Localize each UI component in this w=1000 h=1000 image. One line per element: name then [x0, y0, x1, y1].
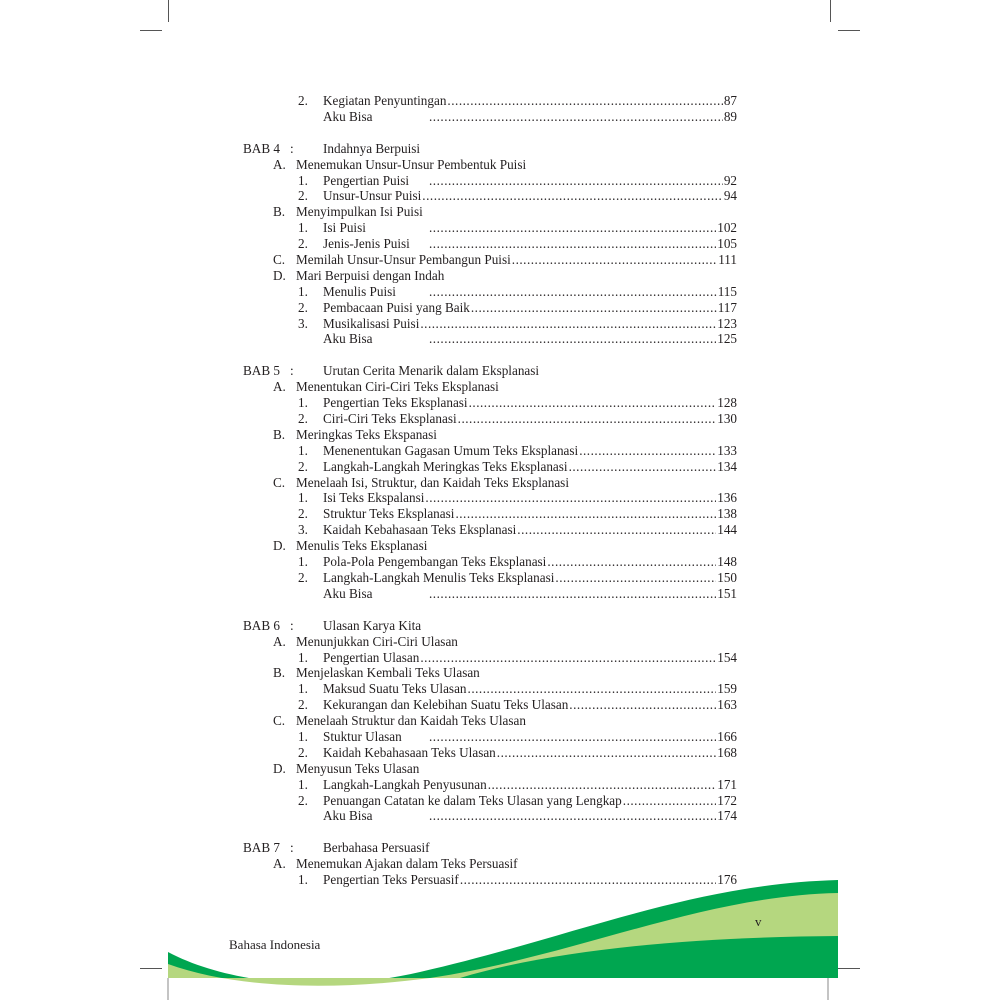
item-number: 1.	[298, 490, 308, 506]
toc-item	[243, 570, 737, 586]
dot-leader	[429, 173, 723, 189]
dot-leader	[429, 586, 716, 602]
item-number: 1.	[298, 442, 308, 458]
item-number: 1.	[298, 554, 308, 570]
page-ref: 134	[717, 458, 737, 474]
dot-leader	[471, 300, 717, 316]
toc-item	[243, 395, 737, 411]
chapter-label: BAB 4	[243, 140, 281, 156]
item-title: Pola-Pola Pengembangan Teks Eksplanasi	[323, 554, 547, 570]
item-number: 1.	[298, 220, 308, 236]
section-letter: B.	[273, 426, 286, 442]
item-entry	[323, 570, 737, 586]
page-ref: 105	[717, 236, 737, 252]
section-title: Menunjukkan Ciri-Ciri Ulasan	[296, 633, 458, 649]
page-ref: 148	[717, 554, 737, 570]
table-of-contents	[243, 93, 737, 888]
toc-item	[243, 173, 737, 189]
spacer	[243, 824, 737, 840]
item-title: Kegiatan Penyuntingan	[323, 93, 447, 108]
item-entry	[323, 586, 737, 602]
item-entry	[323, 777, 737, 793]
toc-item	[243, 411, 737, 427]
dot-leader	[429, 729, 716, 745]
section-title: Menelaah Struktur dan Kaidah Teks Ulasan	[296, 713, 526, 729]
section-letter: A.	[273, 379, 286, 395]
page-ref: 163	[717, 697, 737, 713]
chapter-separator: :	[290, 140, 294, 156]
page-ref: 154	[717, 649, 737, 665]
toc-item	[243, 745, 737, 761]
page-ref: 89	[723, 108, 737, 124]
page-ref: 159	[717, 681, 737, 697]
dot-leader	[460, 872, 716, 888]
item-entry	[323, 188, 737, 204]
item-title: Aku Bisa	[323, 108, 373, 124]
toc-item	[243, 490, 737, 506]
item-entry	[323, 522, 737, 538]
item-entry	[323, 316, 737, 332]
toc-item	[243, 793, 737, 809]
page-ref: 102	[717, 220, 737, 236]
section-title: Menelaah Isi, Struktur, dan Kaidah Teks Eksplanasi	[296, 474, 569, 490]
toc-item	[243, 872, 737, 888]
item-title: Kaidah Kebahasaan Teks Ulasan	[323, 744, 496, 760]
chapter-title: Ulasan Karya Kita	[323, 617, 422, 633]
toc-section	[243, 204, 737, 220]
item-number: 1.	[298, 681, 308, 697]
item-number: 2.	[298, 506, 308, 522]
dot-leader	[458, 411, 717, 427]
page-ref: 111	[718, 252, 737, 268]
spacer	[243, 602, 737, 618]
chapter-label: BAB 7	[243, 840, 281, 856]
page-number: v	[755, 914, 762, 929]
dot-leader	[447, 93, 722, 109]
section-letter: C.	[273, 713, 286, 729]
item-title: Aku Bisa	[323, 331, 373, 347]
section-letter: A.	[273, 633, 286, 649]
section-title: Memilah Unsur-Unsur Pembangun Puisi	[296, 252, 511, 268]
page-ref: 136	[717, 490, 737, 506]
toc-section	[243, 379, 737, 395]
chapter-separator: :	[290, 617, 294, 633]
item-number: 2.	[298, 93, 308, 108]
dot-leader	[623, 793, 716, 809]
section-title: Menyimpulkan Isi Puisi	[296, 204, 423, 220]
item-title: Pembacaan Puisi yang Baik	[323, 299, 470, 315]
toc-section	[243, 268, 737, 284]
chapter-separator: :	[290, 840, 294, 856]
item-number: 2.	[298, 744, 308, 760]
dot-leader	[429, 284, 717, 300]
item-entry	[323, 109, 737, 125]
item-title: Menenentukan Gagasan Umum Teks Eksplanasi	[323, 442, 579, 458]
dot-leader	[422, 188, 723, 204]
toc-item	[243, 300, 737, 316]
toc-item	[243, 808, 737, 824]
item-title: Penuangan Catatan ke dalam Teks Ulasan yang Lengkap	[323, 792, 622, 808]
item-title: Struktur Teks Eksplanasi	[323, 506, 455, 522]
dot-leader	[425, 490, 716, 506]
dot-leader	[569, 697, 716, 713]
dot-leader	[429, 236, 716, 252]
dot-leader	[420, 316, 716, 332]
section-letter: C.	[273, 252, 286, 268]
dot-leader	[455, 506, 716, 522]
item-number: 1.	[298, 395, 308, 411]
section-letter: B.	[273, 204, 286, 220]
page-ref: 115	[717, 283, 737, 299]
item-entry	[323, 490, 737, 506]
toc-item	[243, 236, 737, 252]
item-entry	[323, 745, 737, 761]
chapter-title: Urutan Cerita Menarik dalam Eksplanasi	[323, 363, 540, 379]
item-entry	[323, 173, 737, 189]
section-title: Menjelaskan Kembali Teks Ulasan	[296, 665, 480, 681]
spacer	[243, 125, 737, 141]
toc-item	[243, 284, 737, 300]
section-letter: A.	[273, 156, 286, 172]
item-title: Musikalisasi Puisi	[323, 315, 420, 331]
toc-item	[243, 554, 737, 570]
spacer	[243, 347, 737, 363]
item-entry	[323, 650, 737, 666]
dot-leader	[547, 554, 716, 570]
item-entry	[323, 554, 737, 570]
item-title: Langkah-Langkah Penyusunan	[323, 776, 487, 792]
item-number: 1.	[298, 872, 308, 888]
toc-section	[243, 538, 737, 554]
item-title: Ciri-Ciri Teks Eksplanasi	[323, 411, 457, 427]
toc-item	[243, 650, 737, 666]
item-entry	[323, 729, 737, 745]
item-number: 2.	[298, 299, 308, 315]
toc-bab	[243, 840, 737, 856]
dot-leader	[517, 522, 716, 538]
dot-leader	[569, 459, 717, 475]
item-entry	[323, 236, 737, 252]
section-title: Mari Berpuisi dengan Indah	[296, 267, 445, 283]
item-number: 1.	[298, 172, 308, 188]
section-title: Menulis Teks Eksplanasi	[296, 538, 428, 554]
page-ref: 174	[717, 808, 737, 824]
dot-leader	[429, 331, 716, 347]
dot-leader	[468, 681, 717, 697]
section-letter: A.	[273, 856, 286, 872]
toc-item	[243, 729, 737, 745]
item-entry	[323, 93, 737, 109]
item-title: Pengertian Teks Eksplanasi	[323, 395, 468, 411]
chapter-title: Berbahasa Persuasif	[323, 840, 430, 856]
toc-item	[243, 109, 737, 125]
item-title: Kekurangan dan Kelebihan Suatu Teks Ulasan	[323, 697, 569, 713]
chapter-title: Indahnya Berpuisi	[323, 140, 421, 156]
section-letter: D.	[273, 538, 286, 554]
book-title: Bahasa Indonesia	[229, 937, 321, 952]
chapter-separator: :	[290, 363, 294, 379]
item-title: Unsur-Unsur Puisi	[323, 188, 422, 204]
item-number: 3.	[298, 522, 308, 538]
item-number: 2.	[298, 411, 308, 427]
page-ref: 168	[717, 744, 737, 760]
dot-leader	[497, 745, 716, 761]
item-entry	[323, 506, 737, 522]
toc-section	[243, 252, 737, 268]
dot-leader	[579, 443, 716, 459]
toc-item	[243, 316, 737, 332]
toc-section	[243, 475, 737, 491]
page-ref: 128	[717, 395, 737, 411]
item-entry	[323, 220, 737, 236]
chapter-label: BAB 5	[243, 363, 281, 379]
page-ref: 130	[717, 411, 737, 427]
item-number: 2.	[298, 697, 308, 713]
dot-leader	[512, 252, 717, 268]
toc-section	[243, 157, 737, 173]
toc-item	[243, 506, 737, 522]
chapter-label: BAB 6	[243, 617, 281, 633]
toc-section	[243, 665, 737, 681]
toc-bab	[243, 363, 737, 379]
page-ref: 171	[717, 776, 737, 792]
toc-section	[243, 856, 737, 872]
page-ref: 117	[717, 299, 737, 315]
toc-item	[243, 443, 737, 459]
dot-leader	[429, 220, 716, 236]
section-letter: C.	[273, 474, 286, 490]
item-number: 1.	[298, 283, 308, 299]
item-title: Menulis Puisi	[323, 283, 396, 299]
dot-leader	[469, 395, 717, 411]
item-entry	[323, 300, 737, 316]
toc-bab	[243, 618, 737, 634]
item-title: Jenis-Jenis Puisi	[323, 236, 410, 252]
section-title: Menemukan Ajakan dalam Teks Persuasif	[296, 856, 518, 872]
item-entry	[323, 808, 737, 824]
item-title: Aku Bisa	[323, 808, 373, 824]
toc-bab	[243, 141, 737, 157]
item-number: 1.	[298, 776, 308, 792]
toc-section	[243, 713, 737, 729]
page-ref: 125	[717, 331, 737, 347]
toc-item	[243, 777, 737, 793]
item-number: 2.	[298, 236, 308, 252]
item-title: Aku Bisa	[323, 585, 373, 601]
toc-item	[243, 586, 737, 602]
item-entry	[323, 459, 737, 475]
page-ref: 176	[717, 872, 737, 888]
section-title: Menemukan Unsur-Unsur Pembentuk Puisi	[296, 156, 527, 172]
item-number: 2.	[298, 792, 308, 808]
page-ref: 133	[717, 442, 737, 458]
item-title: Langkah-Langkah Meringkas Teks Eksplanasi	[323, 458, 568, 474]
page-ref: 138	[717, 506, 737, 522]
page-ref: 166	[717, 728, 737, 744]
dot-leader	[429, 109, 723, 125]
item-entry	[323, 681, 737, 697]
section-letter: D.	[273, 267, 286, 283]
toc-item	[243, 459, 737, 475]
toc-item	[243, 331, 737, 347]
toc-item	[243, 220, 737, 236]
section-letter: B.	[273, 665, 286, 681]
item-title: Isi Puisi	[323, 220, 366, 236]
item-number: 2.	[298, 188, 308, 204]
item-title: Pengertian Ulasan	[323, 649, 420, 665]
item-entry	[323, 793, 737, 809]
toc-item	[243, 188, 737, 204]
item-title: Pengertian Puisi	[323, 172, 410, 188]
item-entry	[323, 443, 737, 459]
dot-leader	[429, 808, 716, 824]
toc-item	[243, 522, 737, 538]
item-title: Kaidah Kebahasaan Teks Eksplanasi	[323, 522, 517, 538]
item-entry	[323, 284, 737, 300]
item-number: 3.	[298, 315, 308, 331]
section-letter: D.	[273, 760, 286, 776]
section-entry	[296, 252, 737, 268]
item-title: Isi Teks Ekspalansi	[323, 490, 425, 506]
toc-item	[243, 697, 737, 713]
page-ref: 123	[717, 315, 737, 331]
dot-leader	[555, 570, 716, 586]
item-entry	[323, 395, 737, 411]
item-number: 2.	[298, 569, 308, 585]
toc-item	[243, 93, 737, 109]
item-title: Langkah-Langkah Menulis Teks Eksplanasi	[323, 569, 555, 585]
toc-item	[243, 681, 737, 697]
item-title: Stuktur Ulasan	[323, 728, 402, 744]
dot-leader	[420, 650, 716, 666]
page-ref: 144	[717, 522, 737, 538]
section-title: Menentukan Ciri-Ciri Teks Eksplanasi	[296, 379, 499, 395]
page-ref: 150	[717, 569, 737, 585]
section-title: Menyusun Teks Ulasan	[296, 760, 420, 776]
item-entry	[323, 872, 737, 888]
page-ref: 92	[723, 172, 737, 188]
toc-section	[243, 634, 737, 650]
item-entry	[323, 331, 737, 347]
item-number: 1.	[298, 649, 308, 665]
toc-section	[243, 427, 737, 443]
item-title: Pengertian Teks Persuasif	[323, 872, 459, 888]
section-title: Meringkas Teks Ekspanasi	[296, 426, 437, 442]
page-ref: 94	[723, 188, 737, 204]
page-ref: 151	[717, 585, 737, 601]
item-number: 2.	[298, 458, 308, 474]
toc-section	[243, 761, 737, 777]
item-entry	[323, 697, 737, 713]
page-ref: 87	[723, 93, 737, 108]
item-entry	[323, 411, 737, 427]
item-title: Maksud Suatu Teks Ulasan	[323, 681, 467, 697]
dot-leader	[488, 777, 717, 793]
page-ref: 172	[717, 792, 737, 808]
item-number: 1.	[298, 728, 308, 744]
